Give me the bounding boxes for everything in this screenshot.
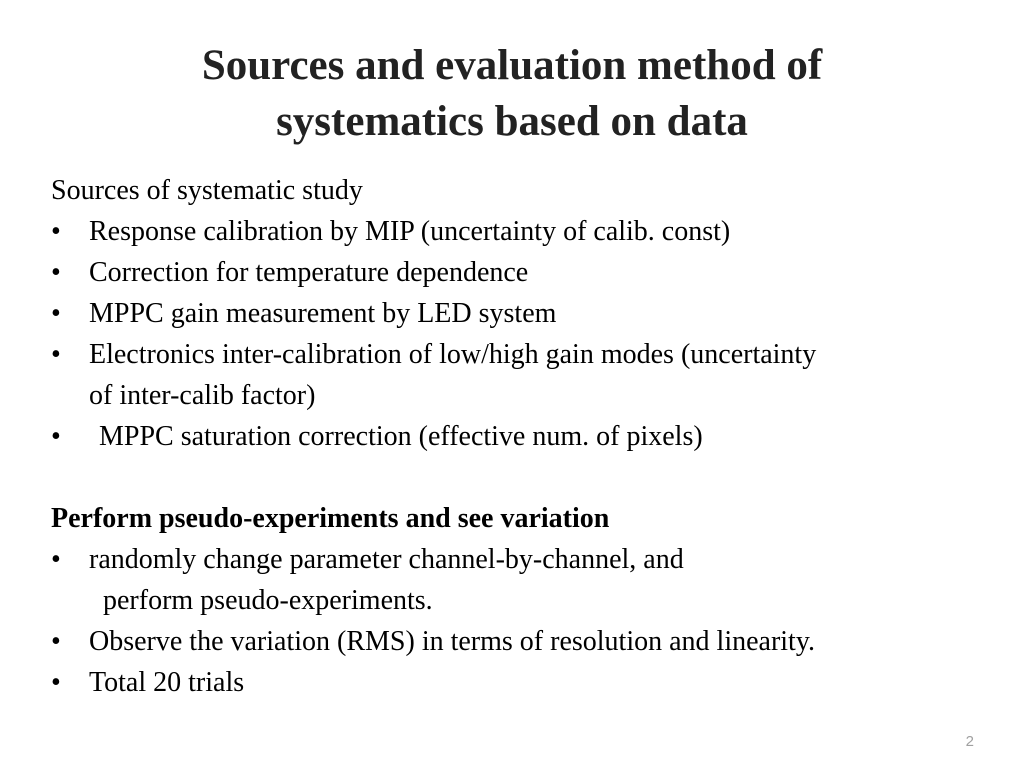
bullet-icon: • — [51, 667, 61, 698]
bullet-icon: • — [51, 257, 61, 288]
spacer — [51, 457, 991, 498]
bullet-icon: • — [51, 339, 61, 370]
list-item-text: Response calibration by MIP (uncertainty of calib. const) — [89, 216, 731, 247]
list-item-text: Total 20 trials — [89, 667, 245, 698]
list-item — [51, 416, 991, 457]
list-item — [51, 539, 991, 580]
list-item-text: MPPC gain measurement by LED system — [89, 298, 557, 329]
bullet-icon: • — [51, 544, 61, 575]
list-item — [51, 252, 991, 293]
list-item-text: Observe the variation (RMS) in terms of resolution and linearity. — [89, 626, 816, 657]
list-item-text: randomly change parameter channel-by-channel, and — [89, 544, 684, 575]
list-item — [51, 211, 991, 252]
slide-title — [60, 38, 964, 150]
slide-number: 2 — [965, 733, 974, 750]
list-item-text: Electronics inter-calibration of low/high gain modes (uncertainty — [89, 339, 817, 370]
section-heading-sources: Sources of systematic study — [51, 175, 363, 206]
list-item — [51, 621, 991, 662]
list-item-text: Correction for temperature dependence — [89, 257, 529, 288]
list-item — [51, 662, 991, 703]
title-line-2: systematics based on data — [276, 98, 748, 145]
list-item — [51, 334, 991, 375]
list-item-continuation: of inter-calib factor) — [89, 380, 316, 411]
bullet-icon: • — [51, 298, 61, 329]
list-item — [51, 293, 991, 334]
section-heading-pseudo-experiments: Perform pseudo-experiments and see variation — [51, 503, 610, 534]
title-line-1: Sources and evaluation method of — [201, 42, 823, 89]
bullet-icon: • — [51, 421, 61, 452]
list-item-text: MPPC saturation correction (effective num. of pixels) — [99, 421, 703, 452]
list-item-continuation: perform pseudo-experiments. — [103, 585, 433, 616]
slide-body — [51, 170, 991, 703]
bullet-icon: • — [51, 626, 61, 657]
bullet-icon: • — [51, 216, 61, 247]
